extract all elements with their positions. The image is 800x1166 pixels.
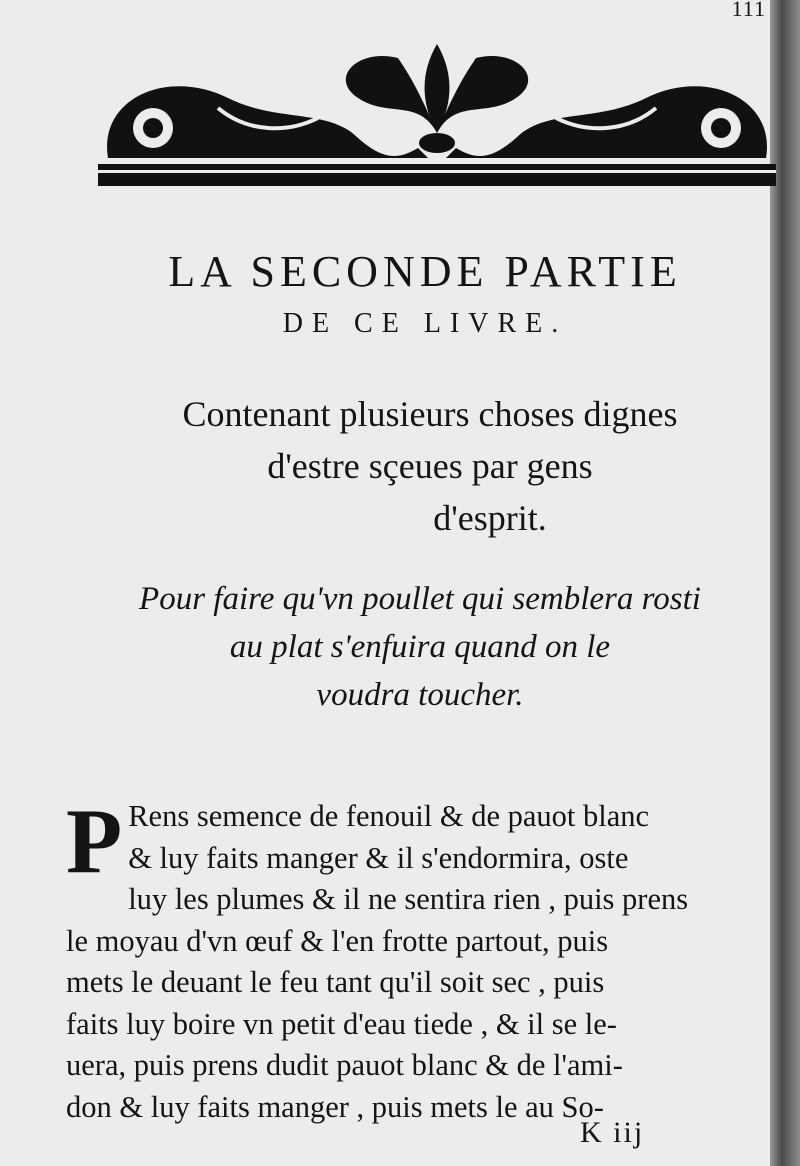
recipe-title-line: au plat s'enfuira quand on le <box>229 629 611 665</box>
recipe-body <box>66 790 784 1128</box>
section-heading <box>95 388 765 544</box>
drop-cap: P <box>66 790 123 892</box>
body-line: le moyau d'vn œuf & l'en frotte partout, puis <box>66 923 609 958</box>
recipe-title <box>60 575 780 719</box>
body-line: mets le deuant le feu tant qu'il soit sec , puis <box>66 965 605 999</box>
recipe-title-line: voudra toucher. <box>316 677 524 713</box>
foliate-headpiece-ornament <box>98 38 776 194</box>
body-line: uera, puis prens dudit pauot blanc & de l'ami- <box>66 1048 623 1082</box>
body-line: & luy faits manger & il s'endormira, oste <box>128 840 629 875</box>
section-heading-line: d'esprit. <box>433 498 547 538</box>
section-heading-line: d'estre sçeues par gens <box>267 446 593 486</box>
signature-mark: K iij <box>580 1116 645 1149</box>
body-line: faits luy boire vn petit d'eau tiede , & il se le- <box>66 1006 617 1041</box>
folio-number: 111 <box>731 0 766 21</box>
recipe-title-line: Pour faire qu'vn poullet qui semblera rosti <box>139 581 701 617</box>
body-line: don & luy faits manger , puis mets le au So- <box>66 1089 604 1124</box>
part-subtitle: DE CE LIVRE. <box>282 308 568 339</box>
part-title: LA SECONDE PARTIE <box>168 247 682 296</box>
section-heading-line: Contenant plusieurs choses dignes <box>182 394 678 434</box>
body-line: Rens semence de fenouil & de pauot blanc <box>128 799 650 833</box>
body-line: luy les plumes & il ne sentira rien , puis prens <box>128 882 689 916</box>
